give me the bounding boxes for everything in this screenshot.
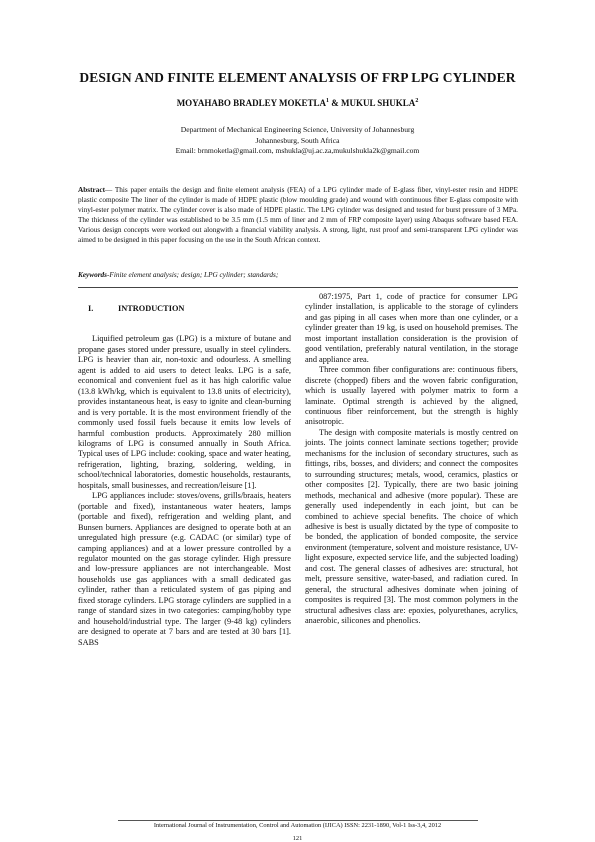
author-2-affiliation-mark: 2	[415, 98, 419, 104]
abstract-text: — This paper entails the design and finite element analysis (FEA) of a LPG cylinder made of E-glass fiber, vinyl-ester resin and HDPE plastic composite The liner of the cylinder is made of HDPE plastic (blow moulding grade) and wound with continuous fiber E-glass composite with vinyl-ester polymer matrix. The cylinder cover is also made of HDPE plastic. The LPG cylinder was designed and tested for burst pressure of 3 MPa. The thickness of the cylinder was established to be 3.5 mm (1.5 mm of liner and 2 mm of FRP composite layer) using Abaqus software based FEA. Various design concepts were worked out alongwith a financial viability analysis. A strong, light, rust proof and semi-transparent LPG cylinder was aimed to be designed in this paper focusing on the use in the South African context.	[78, 186, 518, 244]
section-number: I.	[88, 304, 94, 313]
abstract-label: Abstract	[78, 186, 105, 194]
author-2: MUKUL SHUKLA	[341, 98, 416, 108]
section-title: INTRODUCTION	[118, 304, 185, 313]
section-divider	[78, 287, 518, 288]
section-heading	[88, 304, 291, 314]
author-line	[0, 98, 595, 108]
paragraph: Liquified petroleum gas (LPG) is a mixture of butane and propane gases stored under pressure, usually in steel cylinders. LPG is heavier than air, non-toxic and odourless. A smelling agent is added to aid users to detect leaks. LPG is a safe, economical and convenient fuel as it has high calorific value (13.8 kWh/kg, which is equivalent to 13.8 units of electricity), provides instantaneous heat, is easy to ignite and clean-burning and is very portable. It is the most environment friendly of the commonly used fossil fuels because it emits low levels of harmful combustion products. Approximately 280 million kilograms of LPG is consumed annually in South Africa. Typical uses of LPG include: cooking, space and water heating, refrigeration, lighting, brazing, soldering, welding, in school/technical laboratories, domestic households, restaurants, hospitals, small businesses, and recreation/leisure [1].	[78, 334, 291, 490]
paper-title: DESIGN AND FINITE ELEMENT ANALYSIS OF FRP LPG CYLINDER	[79, 70, 516, 85]
footer-rule	[118, 820, 478, 821]
affiliation-block	[110, 125, 485, 157]
right-column	[305, 292, 518, 627]
author-separator: &	[329, 98, 342, 108]
author-1: MOYAHABO BRADLEY MOKETLA	[176, 98, 327, 108]
affiliation-email: Email: brnmoketla@gmail.com, mshukla@uj.ac.za,mukulshukla2k@gmail.com	[175, 146, 420, 155]
keywords-label: Keywords	[78, 271, 107, 279]
abstract	[78, 186, 518, 245]
paragraph: Three common fiber configurations are: continuous fibers, discrete (chopped) fibers and the woven fabric configuration, which is usually layered with polymer matrix to form a laminate. Optimal strength is achieved by the aligned, continuous fiber reinforcement, but the strength is highly anisotropic.	[305, 365, 518, 427]
paragraph: LPG appliances include: stoves/ovens, grills/braais, heaters (portable and fixed), instantaneous water heaters, lamps (portable and fixed), refrigeration and welding plant, and Bunsen burners. Appliances are designed to operate both at an unregulated high pressure (e.g. CADAC (or similar) type of camping appliances) and at a lower pressure controlled by a regulator mounted on the gas storage cylinder. High pressure and low-pressure appliances are not interchangeable. Most households use gas appliances with a small dedicated gas cylinder, rather than a reticulated system of gas piping and fixed storage cylinders. LPG storage cylinders are supplied in a range of standard sizes in two categories: camping/hobby type and household/industrial type. The larger (9-48 kg) cylinders are designed to operate at 7 bars and are tested at 30 bars [1]. SABS	[78, 491, 291, 647]
paragraph: The design with composite materials is mostly centred on joints. The joints connect laminate sections together; provide mechanisms for the inclusion of secondary structures, such as fittings, ribs, bosses, and dividers; and connect the composites to surrounding structures; metals, wood, ceramics, plastics or other composites [2]. Typically, there are two basic joining methods, mechanical and adhesive (more popular). These are generally used independently in each joint, but can be combined to achieve special benefits. The choice of which adhesive is best is usually dictated by the type of composite to be bonded, the application of bonded composite, the service environment (temperature, solvent and moisture resistance, UV-light exposure, expected service life, and the subjected loading) and cost. The general classes of adhesives are: structural, hot melt, pressure sensitive, water-based, and radiation cured. In general, the structural adhesives dominate when joining of composites is required [3]. The most common polymers in the structural adhesives class are: epoxies, polyurethanes, acrylics, anaerobic, silicones and phenolics.	[305, 427, 518, 626]
affiliation-department: Department of Mechanical Engineering Science, University of Johannesburg	[180, 125, 415, 134]
journal-footer: International Journal of Instrumentation, Control and Automation (IJICA) ISSN: 2231-1890, Vol-1 Iss-3,4, 2012	[153, 822, 442, 829]
affiliation-location: Johannesburg, South Africa	[255, 135, 340, 145]
page-number: 121	[292, 835, 303, 842]
left-column	[78, 292, 291, 648]
paragraph: 087:1975, Part 1, code of practice for consumer LPG cylinder installation, is applicable to the storage of cylinders and gas piping in all cases when more than one cylinder, or a cylinder greater than 19 kg, is used on household premises. The most important installation consideration is the provision of good ventilation, preferably natural ventilation, in the storage and appliance area.	[305, 292, 518, 364]
author-1-affiliation-mark: 1	[326, 98, 330, 104]
keywords	[78, 270, 518, 280]
keywords-text: -Finite element analysis; design; LPG cylinder; standards;	[107, 271, 279, 279]
